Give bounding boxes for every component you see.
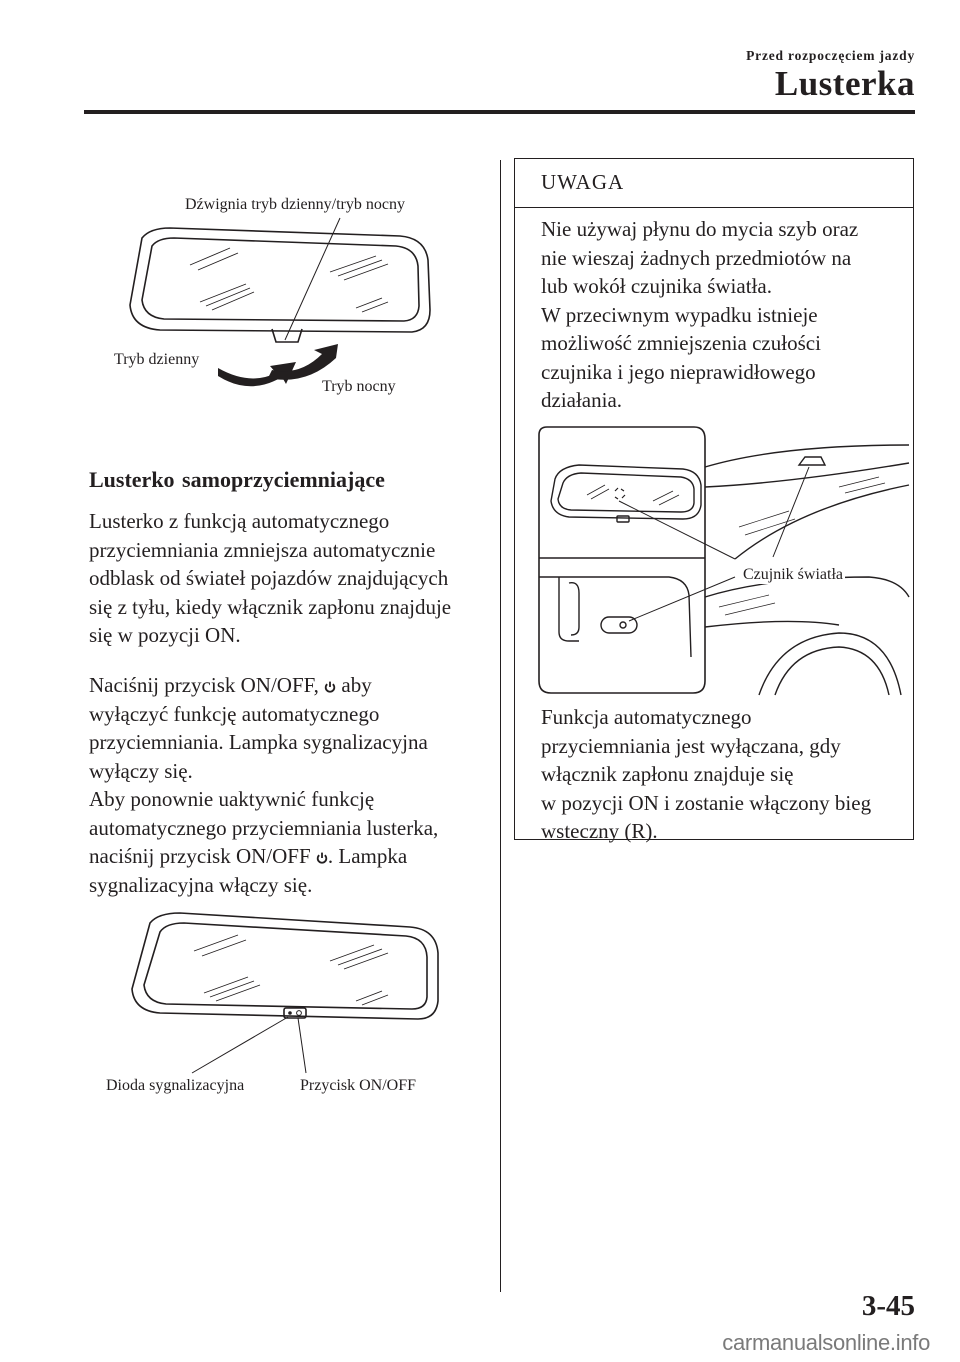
text-line: włącznik zapłonu znajduje się bbox=[541, 762, 794, 786]
button-label: Przycisk ON/OFF bbox=[300, 1077, 417, 1094]
sensor-label: Czujnik światła bbox=[743, 566, 843, 583]
text-line: Naciśnij przycisk ON/OFF, aby bbox=[89, 673, 372, 697]
text-line: czujnika i jego nieprawidłowego bbox=[541, 359, 816, 384]
light-sensor-figure bbox=[539, 427, 909, 695]
column-divider bbox=[500, 160, 501, 1292]
section-header: Przed rozpoczęciem jazdy bbox=[746, 48, 915, 63]
text-line: Aby ponownie uaktywnić funkcję bbox=[89, 787, 375, 811]
header-rule bbox=[84, 110, 915, 114]
text-line: wyłączyć funkcję automatycznego bbox=[89, 701, 380, 726]
mirror-button-illustration bbox=[120, 905, 450, 1075]
text-line: W przeciwnym wypadku istnieje bbox=[541, 302, 818, 327]
day-mode-label: Tryb dzienny bbox=[114, 351, 200, 368]
led-label: Dioda sygnalizacyjna bbox=[106, 1077, 245, 1094]
text-line: lub wokół czujnika światła. bbox=[541, 274, 772, 298]
text-line: Funkcja automatycznego bbox=[541, 705, 752, 729]
text-line: nie wieszaj żadnych przedmiotów na bbox=[541, 245, 852, 270]
section-heading: Lusterko samoprzyciemniające bbox=[89, 467, 385, 492]
page-number: 3-45 bbox=[861, 1290, 915, 1322]
text-line: przyciemniania jest wyłączana, gdy bbox=[541, 733, 841, 758]
mirror-lever-figure bbox=[100, 190, 470, 410]
text-line: wsteczny (R). bbox=[541, 819, 658, 843]
text-line: Lusterko z funkcją automatycznego bbox=[89, 509, 390, 533]
caution-text bbox=[541, 215, 901, 415]
text-line: w pozycji ON i zostanie włączony bieg bbox=[541, 790, 872, 815]
text-line: odblask od świateł pojazdów znajdujących bbox=[89, 566, 449, 590]
night-mode-label: Tryb nocny bbox=[322, 378, 396, 395]
text-line: przyciemniania zmniejsza automatycznie bbox=[89, 537, 436, 562]
caution-text-2 bbox=[541, 703, 901, 846]
power-icon bbox=[324, 681, 336, 693]
caution-heading: UWAGA bbox=[541, 170, 625, 194]
text-line: automatycznego przyciemniania lusterka, bbox=[89, 815, 439, 840]
mirror-button-figure bbox=[120, 905, 450, 1075]
on-off-instructions bbox=[89, 671, 489, 899]
light-sensor-illustration bbox=[539, 427, 909, 695]
text-line: się w pozycji ON. bbox=[89, 623, 241, 647]
text-line: Nie używaj płynu do mycia szyb oraz bbox=[541, 217, 859, 241]
text-line: się z tyłu, kiedy włącznik zapłonu znajduje bbox=[89, 594, 452, 619]
lever-label: Dźwignia tryb dzienny/tryb nocny bbox=[185, 196, 405, 213]
text-line: wyłączy się. bbox=[89, 758, 193, 783]
watermark: carmanualsonline.info bbox=[722, 1330, 930, 1355]
caution-header bbox=[515, 159, 913, 208]
text-line: sygnalizacyjna włączy się. bbox=[89, 872, 313, 897]
text-line: możliwość zmniejszenia czułości bbox=[541, 331, 821, 355]
power-icon bbox=[316, 852, 328, 864]
caution-box bbox=[514, 158, 914, 843]
text-line: działania. bbox=[541, 388, 623, 412]
auto-dimming-description bbox=[89, 507, 489, 650]
mirror-lever-illustration bbox=[100, 190, 470, 410]
page-title: Lusterka bbox=[774, 64, 915, 103]
text-line: naciśnij przycisk ON/OFF . Lampka bbox=[89, 844, 408, 868]
text-line: przyciemniania. Lampka sygnalizacyjna bbox=[89, 730, 428, 754]
